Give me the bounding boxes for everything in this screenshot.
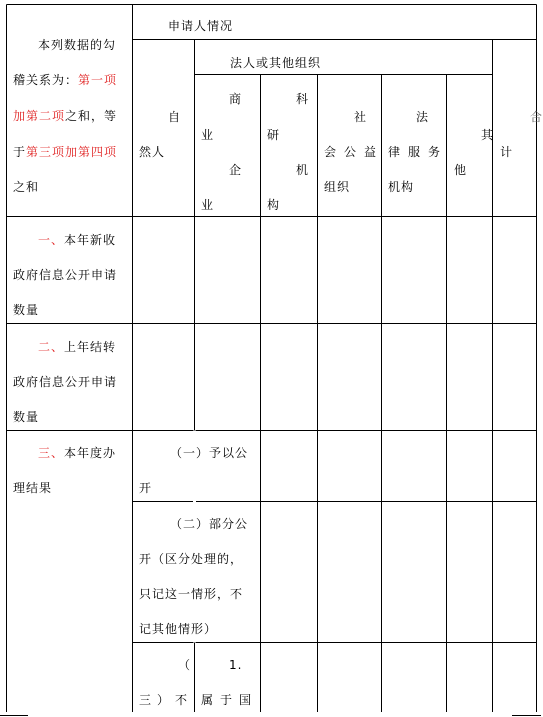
other-header: 其 <box>481 128 495 142</box>
result-disclose-label: 开 <box>139 481 153 495</box>
result-partial-label: 开（区分处理的， <box>139 552 244 566</box>
commercial-enterprise-header: 企 <box>229 163 243 177</box>
result-not-disclose-item: 1. <box>229 658 243 672</box>
row-label-line: 理结果 <box>13 481 53 495</box>
social-welfare-org-header: 组织 <box>324 180 351 194</box>
result-partial-label: （二）部分公 <box>170 517 249 531</box>
natural-person-header: 自 <box>168 110 182 124</box>
note-line: 之和 <box>13 180 40 194</box>
legal-service-org-header: 法 <box>416 110 430 124</box>
total-header: 合 <box>530 110 543 124</box>
research-institution-header: 研 <box>267 128 281 142</box>
total-header: 计 <box>500 145 514 159</box>
row-label-line: 政府信息公开申请 <box>13 375 118 389</box>
applicant-status-header: 申请人情况 <box>168 19 234 33</box>
note-line: 稽关系为：第一项 <box>13 73 118 87</box>
natural-person-header: 然人 <box>139 145 166 159</box>
result-partial-label: 记其他情形） <box>139 622 218 636</box>
research-institution-header: 机 <box>296 163 310 177</box>
note-line: 加第二项之和，等 <box>13 109 118 123</box>
other-header: 他 <box>454 163 468 177</box>
note-line: 于第三项加第四项 <box>13 145 118 159</box>
result-not-disclose-label: （ <box>178 658 192 672</box>
social-welfare-org-header: 社 <box>354 110 368 124</box>
legal-service-org-header: 机构 <box>388 180 415 194</box>
row-label-line: 一、本年新收 <box>38 233 117 247</box>
row-label-line: 二、上年结转 <box>38 340 117 354</box>
research-institution-header: 构 <box>267 198 281 212</box>
commercial-enterprise-header: 业 <box>201 128 215 142</box>
result-not-disclose-item: 属于国 <box>201 693 259 707</box>
result-disclose-label: （一）予以公 <box>170 446 249 460</box>
research-institution-header: 科 <box>296 92 310 106</box>
result-partial-label: 只记这一情形，不 <box>139 587 244 601</box>
row-label-line: 政府信息公开申请 <box>13 268 118 282</box>
legal-or-other-org-header: 法人或其他组织 <box>230 56 322 70</box>
result-not-disclose-label: 三）不 <box>139 693 194 707</box>
commercial-enterprise-header: 业 <box>201 198 215 212</box>
row-label-line: 三、本年度办 <box>38 446 117 460</box>
legal-service-org-header: 律服务 <box>388 145 449 159</box>
social-welfare-org-header: 会公益 <box>324 145 385 159</box>
row-label-line: 数量 <box>13 303 40 317</box>
commercial-enterprise-header: 商 <box>229 92 243 106</box>
note-line: 本列数据的勾 <box>38 38 117 52</box>
row-label-line: 数量 <box>13 410 40 424</box>
